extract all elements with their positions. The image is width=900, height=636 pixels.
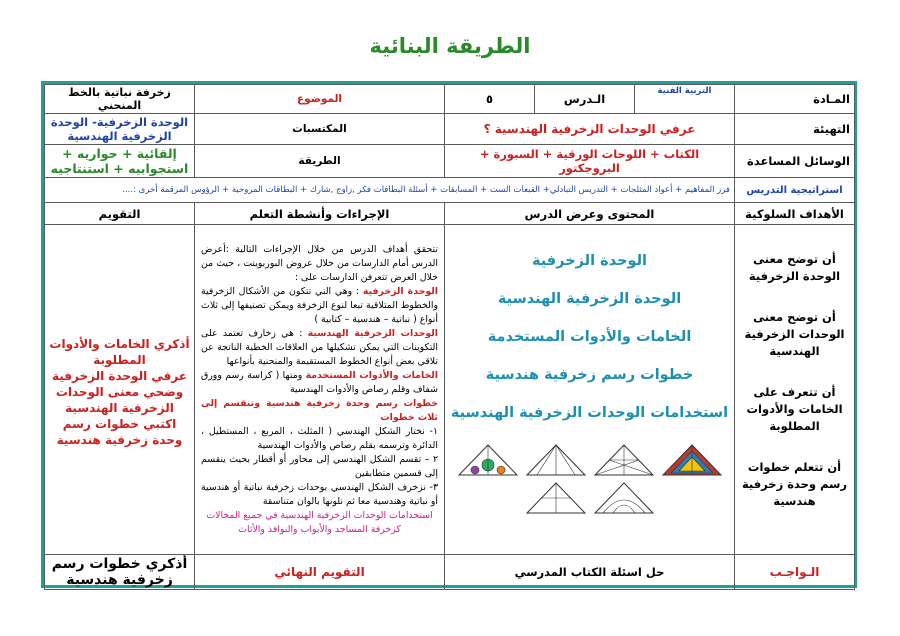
lesson-plan-frame (41, 81, 857, 588)
lesson-value: ٥ (445, 85, 535, 114)
objective-item: أن توضح معنى الوحدة الزخرفية (748, 251, 841, 283)
activity-step: ١- نختار الشكل الهندسي ( المثلث ، المربع ، المستطيل ، الدائرة وترسمه بقلم رصاص والأدوات الهندسية (201, 425, 438, 451)
content-item: الوحدة الزخرفية الهندسية (497, 291, 682, 307)
method-label: الطريقة (195, 145, 445, 178)
page-title: الطريقة البنائية (369, 34, 531, 58)
subject-row (45, 85, 855, 114)
ornament-figure-3 (525, 443, 587, 477)
content-item: استخدامات الوحدات الزخرفية الهندسية (450, 405, 729, 421)
topic-label: الموضوع (195, 85, 445, 114)
activities-header: الإجراءات وأنشطة التعلم (195, 203, 445, 225)
ornament-figure-6 (525, 481, 587, 515)
footer-row (45, 555, 855, 590)
topic-value: زخرفة نباتية بالخط المنحني (45, 85, 195, 114)
objectives-cell (735, 225, 855, 555)
subject-value: التربية الفنية (635, 85, 735, 114)
strategy-row (45, 178, 855, 203)
intro-value: عرفي الوحدات الزخرفية الهندسية ؟ (445, 114, 735, 145)
content-cell (445, 225, 735, 555)
lesson-plan-table (44, 84, 855, 590)
aids-row (45, 145, 855, 178)
activity-term: الوحدة الزخرفية (362, 285, 438, 297)
intro-label: التهيئة (735, 114, 855, 145)
gains-value: الوحدة الزخرفية- الوحدة الزخرفية الهندسية (45, 114, 195, 145)
activity-term: الوحدات الزخرفية الهندسية (307, 327, 439, 339)
content-header: المحتوى وعرض الدرس (445, 203, 735, 225)
ornament-figure-1 (661, 443, 723, 477)
strategy-value: فرز المفاهيم + أعواد المثلجات + التدريس التبادلي+ القبعات الست + المسابقات + أسئلة البطاقات فكر ,زاوج ,شارك + البطاقات المروحية + الرؤوس المرقمة أخرى :.... (45, 178, 735, 203)
final-eval-value: أذكري خطوات رسم زخرفية هندسية (45, 555, 195, 590)
evaluation-item: وضحي معنى الوحدات الزخرفية الهندسية (55, 385, 184, 415)
activity-uses: استخدامات الوحدات الزخرفية الهندسية في جميع المجالات كزخرفة المساجد والأبواب والنوافذ والأثاث (206, 509, 433, 535)
objective-item: أن تتعلم خطوات رسم وحدة زخرفية هندسية (741, 459, 848, 508)
homework-value: حل اسئلة الكتاب المدرسي (445, 555, 735, 590)
evaluation-cell (45, 225, 195, 555)
method-value: إلقائية + حواريه + استجوابيه + استنتاجيه (45, 145, 195, 178)
activity-steps-title: خطوات رسم وحدة زخرفية هندسية وتنقسم إلى ثلاث خطوات (201, 397, 438, 423)
objective-item: أن توضح معنى الوحدات الزخرفية الهندسية (744, 309, 845, 358)
evaluation-item: عرفي الوحدة الزخرفية (51, 369, 188, 383)
lesson-body-row (45, 225, 855, 555)
activities-intro: تتحقق أهداف الدرس من خلال الإجراءات التالية :أعرض الدرس أمام الدارسات من خلال عروض البوربوينت ، حيث من خلال العرض تتعرفن الدارسات على : (201, 243, 438, 283)
activity-text: : وهي التي تتكون من الأشكال الزخرفية والخطوط المتلاقية تبعا لنوع الزخرفة ويمكن تصنيفها إلى ثلاث أنواع ( نباتية – هندسية – كتابية ) (201, 285, 438, 325)
objectives-header: الأهداف السلوكية (735, 203, 855, 225)
objective-item: أن تتعرف على الخامات والأدوات المطلوبة (746, 384, 843, 433)
activity-step: ٣- نزخرف الشكل الهندسي بوحدات زخرفية نباتية أو هندسية أو نباتية وهندسية معا ثم نلونها بالوان متناسقة (201, 481, 438, 507)
homework-label: الـواجـب (735, 555, 855, 590)
evaluation-item: أذكري الخامات والأدوات المطلوبة (49, 337, 190, 367)
gains-label: المكتسبات (195, 114, 445, 145)
evaluation-item: اكتبي خطوات رسم وحدة زخرفية هندسية (56, 417, 183, 447)
strategy-label: استراتيجية التدريس (735, 178, 855, 203)
lesson-label: الـدرس (535, 85, 635, 114)
aids-label: الوسائل المساعدة (735, 145, 855, 178)
evaluation-header: التقويم (45, 203, 195, 225)
content-item: الخامات والأدوات المستخدمة (487, 329, 692, 345)
activity-step: ٢ – تقسم الشكل الهندسي إلى محاور أو أقطار بحيث ينقسم إلى قسمين متطابقين (201, 453, 438, 479)
aids-value: الكتاب + اللوحات الورقية + السبورة + البروجكتور (445, 145, 735, 178)
content-item: خطوات رسم زخرفية هندسية (485, 367, 694, 383)
activity-term: الخامات والأدوات المستخدمة (305, 369, 438, 381)
subject-label: المـادة (735, 85, 855, 114)
activities-cell (195, 225, 445, 555)
content-item: الوحدة الزخرفية (531, 253, 648, 269)
activity-text: : هي زخارف تعتمد على التكوينات التي يمكن تشكيلها من العلاقات الخطية الناتجة عن تلاقي بعض أنواع الخطوط المستقيمة والمنحنية بأنواعها (201, 327, 438, 367)
activity-paragraph (201, 327, 438, 369)
activity-paragraph (201, 369, 438, 397)
activity-paragraph (201, 285, 438, 327)
ornament-figure-2 (593, 443, 655, 477)
final-eval-label: التقويم النهائي (195, 555, 445, 590)
ornament-figure-5 (593, 481, 655, 515)
intro-row (45, 114, 855, 145)
activity-text: ومنها ( كراسة رسم وورق شفاف وقلم رصاص والأدوات الهندسية (201, 369, 438, 395)
ornament-figure-4 (457, 443, 519, 477)
geometric-ornament-figures (449, 443, 730, 515)
section-header-row (45, 203, 855, 225)
